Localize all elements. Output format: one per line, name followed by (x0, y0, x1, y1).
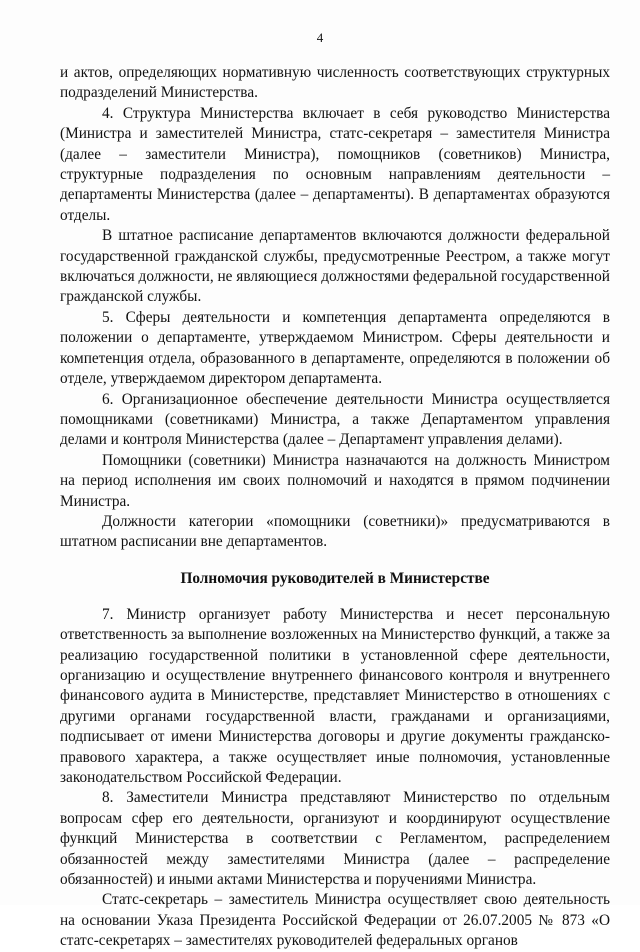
page-number: 4 (316, 30, 324, 45)
section-heading: Полномочия руководителей в Министерстве (180, 569, 490, 587)
paragraph-advisors-appointment: Помощники (советники) Министра назначаются на должность Министром на период исполнения им своих полномочий и находятся в прямом подчинении Министра. (60, 451, 610, 510)
paragraph-item-4: 4. Структура Министерства включает в себя руководство Министерства (Министра и заместителей Министра, статс-секретаря – заместителя Министра (далее – заместители Министра), помощников (советников) Министра, структурные подразделения по основным направлениям деятельности – департаменты Министерства (далее – департаменты). В департаментах образуются отделы. (60, 104, 610, 224)
document-body (60, 63, 610, 952)
paragraph-item-5: 5. Сферы деятельности и компетенция департамента определяются в положении о департаменте, утверждаемом Министром. Сферы деятельности и компетенция отдела, образованного в департаменте, определяются в положении об отделе, утверждаемом директором департамента. (60, 308, 610, 388)
paragraph-advisors-positions: Должности категории «помощники (советники)» предусматриваются в штатном расписании вне департаментов. (60, 512, 610, 551)
paragraph-item-8: 8. Заместители Министра представляют Министерство по отдельным вопросам сфер его деятельности, организуют и координируют осуществление функций Министерства в соответствии с Регламентом, распределением обязанностей между заместителями Министра (далее – распределение обязанностей) и иными актами Министерства и поручениями Министра. (60, 789, 610, 889)
paragraph-state-secretary: Статс-секретарь – заместитель Министра осуществляет свою деятельность на основании Указа Президента Российской Федерации от 26.07.2005 № 873 «О статс-секретарях – заместителях руководителей федеральных органов (60, 891, 610, 950)
paragraph-continuation: и актов, определяющих нормативную численность соответствующих структурных подразделений Министерства. (60, 64, 610, 102)
paragraph-staffing: В штатное расписание департаментов включаются должности федеральной государственной гражданской службы, предусмотренные Реестром, а также могут включаться должности, не являющиеся должностями федеральной государственной гражданской службы. (60, 227, 610, 306)
paragraph-item-7: 7. Министр организует работу Министерства и несет персональную ответственность за выполнение возложенных на Министерство функций, а также за реализацию государственной политики в установленной сфере деятельности, организацию и осуществление внутреннего финансового контроля и внутреннего финансового аудита в Министерстве, представляет Министерство в отношениях с другими органами государственной власти, гражданами и организациями, подписывает от имени Министерства договоры и другие документы гражданско-правового характера, а также осуществляет иные полномочия, установленные законодательством Российской Федерации. (60, 605, 610, 786)
paragraph-item-6: 6. Организационное обеспечение деятельности Министра осуществляется помощниками (советниками) Министра, а также Департаментом управления делами и контроля Министерства (далее – Департамент управления делами). (60, 390, 610, 449)
